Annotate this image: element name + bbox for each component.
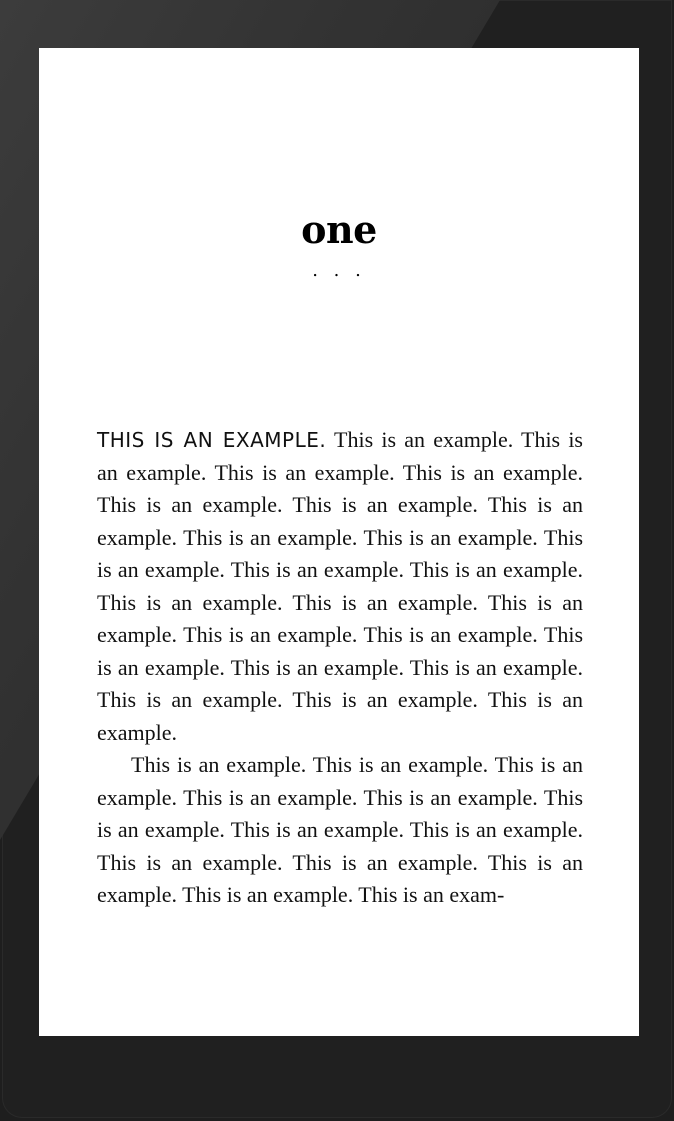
- chapter-title: one: [301, 207, 377, 252]
- paragraph-lead-in: THIS IS AN EXAMPLE.: [97, 428, 327, 452]
- paragraph-1-text: This is an example. This is an example. This is an example. This is an example. This is an example. This is an example. This is an example. This is an example. This is an example. This is an example. This is an example. This is an example. This is an example. This is an example. This is an example. This is an example. This is an example. This is an example. This is an example. This is an example. This is an example. This is an example. This is an example.: [97, 427, 583, 745]
- book-body-text: [97, 424, 583, 912]
- paragraph-2: This is an example. This is an example. This is an example. This is an example. This is an example. This is an example. This is an example. This is an example. This is an example. This is an example. This is an example. This is an example. This is an exam-: [97, 752, 583, 907]
- chapter-ornament: . . .: [312, 260, 366, 281]
- paragraph-1: [97, 424, 583, 749]
- reading-screen[interactable]: [39, 48, 639, 1036]
